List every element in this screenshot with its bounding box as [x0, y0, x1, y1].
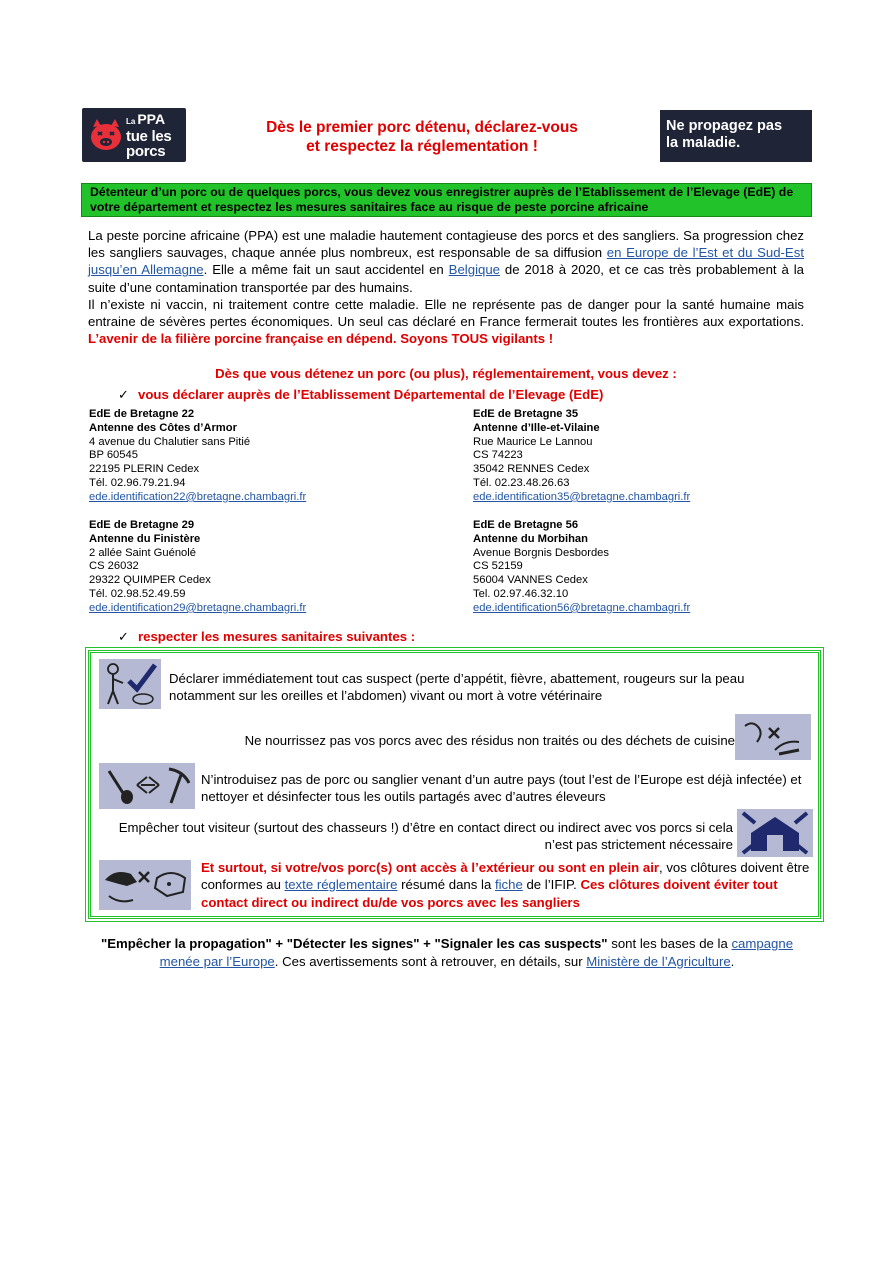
measure-visitors-text: Empêcher tout visiteur (surtout des chasseurs !) d’être en contact direct ou indirect avec vos porcs si cela n’est pas strictement nécessaire: [118, 820, 733, 853]
farmer-check-icon: [99, 659, 161, 709]
address-block-35: EdE de Bretagne 35 Antenne d’Ille-et-Vilaine Rue Maurice Le Lannou CS 74223 35042 RENNES Cedex Tél. 02.23.48.26.63 ede.identification35@bretagne.chambagri.fr: [473, 408, 691, 503]
check-icon: ✓: [118, 629, 130, 644]
duty-declare: ✓ vous déclarer auprès de l’Etablissement Départemental de l’Elevage (EdE): [118, 387, 604, 402]
pig-icon: [88, 117, 124, 153]
no-wild-boar-contact-icon: [99, 860, 191, 910]
measure-declare-text: Déclarer immédiatement tout cas suspect (perte d’appétit, fièvre, abattement, rougeurs sur la peau notamment sur les oreilles et l’abdomen) vivant ou mort à votre vétérinaire: [169, 671, 745, 704]
measure-feed-text: Ne nourrissez pas vos porcs avec des résidus non traités ou des déchets de cuisine: [244, 733, 735, 748]
email-link-35[interactable]: ede.identification35@bretagne.chambagri.fr: [473, 490, 691, 503]
ppa-logo-text: La PPA tue les porcs: [126, 111, 172, 160]
farm-building-icon: [737, 809, 813, 857]
europe-link[interactable]: en Europe de l’Est et du Sud-Est jusqu’en Allemagne: [88, 245, 804, 278]
measures-frame: [88, 650, 821, 919]
check-icon: ✓: [118, 387, 130, 402]
measure-fences-text: Et surtout, si votre/vos porc(s) ont accès à l’extérieur ou sont en plein air, vos clôtures doivent être conformes au texte réglementaire résumé dans la fiche de l’IFIP. Ces clôtures doivent éviter tout contact direct ou indirect du/de vos porcs avec les sangliers: [201, 860, 810, 910]
email-link-29[interactable]: ede.identification29@bretagne.chambagri.fr: [89, 601, 307, 614]
intro-text: [88, 227, 804, 347]
ministry-link[interactable]: Ministère de l’Agriculture: [586, 954, 731, 969]
email-link-56[interactable]: ede.identification56@bretagne.chambagri.fr: [473, 601, 691, 614]
belgique-link[interactable]: Belgique: [448, 262, 500, 278]
no-food-waste-icon: [735, 714, 811, 760]
fiche-link[interactable]: fiche: [494, 877, 523, 893]
measure-introduction-text: N’introduisez pas de porc ou sanglier venant d’un autre pays (tout l’est de l’Europe est déjà infectée) et nettoyer et désinfecter tous les outils partagés avec d’autres éleveurs: [201, 772, 802, 805]
registration-banner: Détenteur d’un porc ou de quelques porcs, vous devez vous enregistrer auprès de l’Etablissement de l’Elevage (EdE) de votre département et respectez les mesures sanitaires face au risque de peste porcine africaine: [81, 183, 812, 217]
email-link-22[interactable]: ede.identification22@bretagne.chambagri.fr: [89, 490, 307, 503]
address-block-29: EdE de Bretagne 29 Antenne du Finistère 2 allée Saint Guénolé CS 26032 29322 QUIMPER Cedex Tél. 02.98.52.49.59 ede.identification29@bretagne.chambagri.fr: [89, 519, 307, 614]
address-block-22: EdE de Bretagne 22 Antenne des Côtes d’Armor 4 avenue du Chalutier sans Pitié BP 60545 22195 PLERIN Cedex Tél. 02.96.79.21.94 ede.identification22@bretagne.chambagri.fr: [89, 408, 307, 503]
no-tools-sharing-icon: [99, 763, 195, 809]
campaign-logo: Ne propagez pas la maladie.: [660, 110, 812, 162]
page-title: Dès le premier porc détenu, déclarez-vous et respectez la réglementation !: [266, 119, 578, 155]
duty-measures: ✓ respecter les mesures sanitaires suivantes :: [118, 629, 416, 644]
ppa-logo: [82, 108, 186, 162]
footer-text: "Empêcher la propagation" + "Détecter les signes" + "Signaler les cas suspects" sont les bases de la campagne menée par l’Europe. Ces avertissements sont à retrouver, en détails, sur Ministère de l’Agriculture.: [100, 936, 794, 969]
intro-paragraph-1: La peste porcine africaine (PPA) est une maladie hautement contagieuse des porcs et des sangliers. Sa progression chez les sangliers sauvages, chaque année plus nombreux, est responsable de sa diffusion en Europe de l’Est et du Sud-Est jusqu’en Allemagne. Elle a même fait un saut accidentel en Belgique de 2018 à 2020, et ce cas très probablement à la suite d’une contamination transportée par des humains.: [88, 228, 805, 295]
duties-title: Dès que vous détenez un porc (ou plus), réglementairement, vous devez :: [215, 366, 677, 381]
intro-paragraph-2: Il n’existe ni vaccin, ni traitement contre cette maladie. Elle ne représente pas de danger pour la santé humaine mais entraine de sévères pertes économiques. Un seul cas déclaré en France fermerait toutes les frontières aux exportations. L’avenir de la filière porcine française en dépend. Soyons TOUS vigilants !: [88, 296, 804, 347]
regulation-text-link[interactable]: texte réglementaire: [284, 877, 398, 893]
eu-campaign-link[interactable]: campagne menée par l’Europe: [159, 936, 794, 969]
address-block-56: EdE de Bretagne 56 Antenne du Morbihan Avenue Borgnis Desbordes CS 52159 56004 VANNES Cedex Tel. 02.97.46.32.10 ede.identification56@bretagne.chambagri.fr: [473, 519, 691, 614]
